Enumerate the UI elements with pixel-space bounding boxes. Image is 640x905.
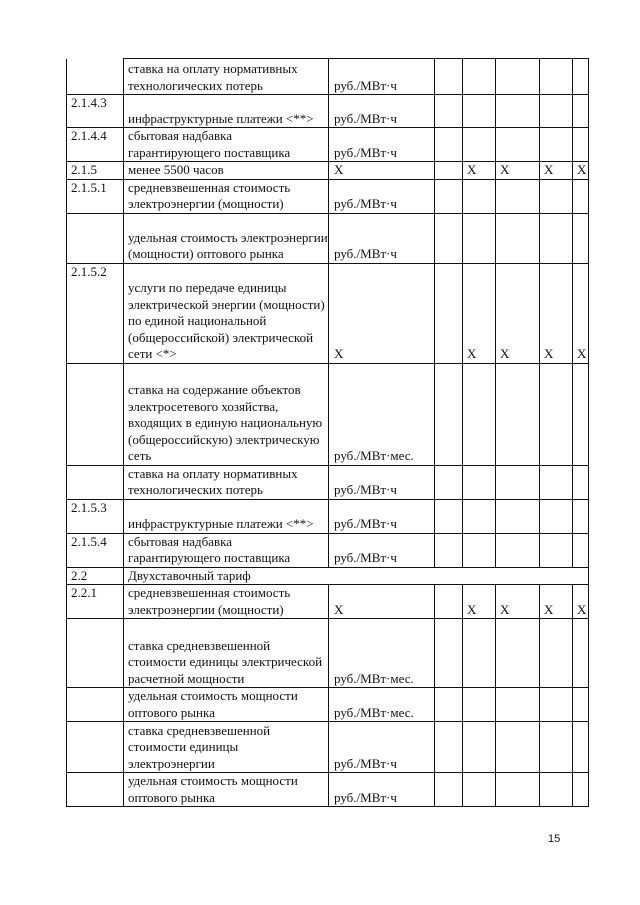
row-name: ставка средневзвешенной стоимости единицы электрической расчетной мощности: [124, 619, 329, 688]
row-unit: Х: [329, 263, 435, 363]
row-number: [67, 363, 124, 465]
row-mark-cell: [435, 179, 463, 213]
row-number: [67, 465, 124, 499]
row-mark-cell: [573, 688, 589, 722]
row-mark-cell: [496, 499, 540, 533]
row-number: [67, 213, 124, 263]
table-row: [67, 162, 589, 180]
row-mark-cell: [496, 95, 540, 128]
row-mark-cell: [463, 179, 496, 213]
row-name: сбытовая надбавка гарантирующего поставщика: [124, 533, 329, 567]
row-mark-cell: [540, 179, 573, 213]
row-mark-cell: [496, 533, 540, 567]
row-name: ставка на содержание объектов электросетевого хозяйства, входящих в единую национальную (общероссийскую) электрическую сеть: [124, 363, 329, 465]
row-name: ставка средневзвешенной стоимости единицы электроэнергии: [124, 722, 329, 773]
table-row: [67, 688, 589, 722]
row-unit: руб./МВт·ч: [329, 465, 435, 499]
row-mark-cell: [463, 722, 496, 773]
row-unit: руб./МВт·ч: [329, 179, 435, 213]
row-mark-cell: [463, 363, 496, 465]
table-row: [67, 585, 589, 619]
row-mark-cell: [463, 533, 496, 567]
row-unit: руб./МВт·мес.: [329, 688, 435, 722]
row-mark-cell: [435, 59, 463, 95]
row-number: 2.1.5.2: [67, 263, 124, 363]
row-unit: Х: [329, 585, 435, 619]
row-number: 2.1.5.4: [67, 533, 124, 567]
table-row: [67, 465, 589, 499]
row-mark-cell: Х: [496, 162, 540, 180]
row-mark-cell: [540, 533, 573, 567]
row-name: удельная стоимость электроэнергии (мощности) оптового рынка: [124, 213, 329, 263]
row-number: 2.1.4.4: [67, 128, 124, 162]
row-mark-cell: [435, 363, 463, 465]
row-mark-cell: [463, 619, 496, 688]
table-row: [67, 363, 589, 465]
page-number: 15: [548, 833, 561, 845]
row-number: [67, 688, 124, 722]
row-number: 2.1.4.3: [67, 95, 124, 128]
row-mark-cell: [496, 465, 540, 499]
row-mark-cell: [540, 499, 573, 533]
row-mark-cell: [435, 585, 463, 619]
row-mark-cell: [496, 363, 540, 465]
row-mark-cell: [463, 465, 496, 499]
row-mark-cell: [463, 499, 496, 533]
row-mark-cell: Х: [540, 162, 573, 180]
row-mark-cell: [540, 722, 573, 773]
table-row: [67, 179, 589, 213]
row-number: 2.2: [67, 567, 124, 585]
row-mark-cell: [496, 179, 540, 213]
table-row: [67, 722, 589, 773]
row-mark-cell: [435, 773, 463, 807]
row-mark-cell: [573, 499, 589, 533]
row-mark-cell: [573, 773, 589, 807]
row-mark-cell: [573, 363, 589, 465]
row-unit: Х: [329, 162, 435, 180]
row-name: удельная стоимость мощности оптового рынка: [124, 688, 329, 722]
row-unit: руб./МВт·ч: [329, 533, 435, 567]
row-mark-cell: [435, 688, 463, 722]
row-mark-cell: Х: [463, 263, 496, 363]
row-mark-cell: [540, 59, 573, 95]
row-mark-cell: [573, 95, 589, 128]
row-mark-cell: [435, 499, 463, 533]
row-mark-cell: [573, 722, 589, 773]
row-name: ставка на оплату нормативных технологических потерь: [124, 59, 329, 95]
row-mark-cell: [496, 773, 540, 807]
table-row: [67, 59, 589, 95]
row-mark-cell: Х: [540, 263, 573, 363]
row-mark-cell: [435, 213, 463, 263]
row-mark-cell: [435, 162, 463, 180]
row-mark-cell: [573, 533, 589, 567]
row-mark-cell: [496, 688, 540, 722]
row-name: удельная стоимость мощности оптового рынка: [124, 773, 329, 807]
row-mark-cell: Х: [573, 162, 589, 180]
row-mark-cell: [573, 179, 589, 213]
row-name: средневзвешенная стоимость электроэнергии (мощности): [124, 585, 329, 619]
table-row: [67, 263, 589, 363]
row-unit: руб./МВт·ч: [329, 773, 435, 807]
row-number: [67, 773, 124, 807]
row-name: инфраструктурные платежи <**>: [124, 499, 329, 533]
row-mark-cell: [540, 363, 573, 465]
table-row: [67, 499, 589, 533]
row-mark-cell: Х: [496, 263, 540, 363]
row-number: 2.1.5.3: [67, 499, 124, 533]
row-number: [67, 59, 124, 95]
row-mark-cell: [496, 213, 540, 263]
table-row: [67, 567, 589, 585]
row-mark-cell: Х: [540, 585, 573, 619]
row-mark-cell: [496, 128, 540, 162]
row-mark-cell: [573, 213, 589, 263]
row-mark-cell: [435, 722, 463, 773]
table-row: [67, 619, 589, 688]
row-mark-cell: [435, 263, 463, 363]
row-mark-cell: [540, 213, 573, 263]
row-mark-cell: [540, 95, 573, 128]
row-mark-cell: Х: [463, 585, 496, 619]
row-mark-cell: [496, 59, 540, 95]
row-mark-cell: [540, 128, 573, 162]
row-unit: руб./МВт·ч: [329, 59, 435, 95]
row-number: 2.2.1: [67, 585, 124, 619]
row-mark-cell: [463, 95, 496, 128]
row-name: инфраструктурные платежи <**>: [124, 95, 329, 128]
row-mark-cell: [573, 59, 589, 95]
row-mark-cell: [435, 619, 463, 688]
row-name: услуги по передаче единицы электрической энергии (мощности) по единой национальной (общероссийской) электрической сети <*>: [124, 263, 329, 363]
row-name: ставка на оплату нормативных технологических потерь: [124, 465, 329, 499]
row-unit: руб./МВт·ч: [329, 722, 435, 773]
row-mark-cell: [540, 619, 573, 688]
row-mark-cell: [540, 465, 573, 499]
table-row: [67, 95, 589, 128]
row-mark-cell: [496, 619, 540, 688]
row-mark-cell: [573, 619, 589, 688]
row-mark-cell: [463, 59, 496, 95]
row-number: [67, 619, 124, 688]
row-name: менее 5500 часов: [124, 162, 329, 180]
row-mark-cell: [435, 128, 463, 162]
row-number: 2.1.5: [67, 162, 124, 180]
row-mark-cell: [463, 773, 496, 807]
row-mark-cell: [435, 95, 463, 128]
table-row: [67, 213, 589, 263]
row-unit: руб./МВт·мес.: [329, 363, 435, 465]
row-mark-cell: [540, 688, 573, 722]
row-unit: руб./МВт·мес.: [329, 619, 435, 688]
table-row: [67, 773, 589, 807]
row-unit: руб./МВт·ч: [329, 128, 435, 162]
row-mark-cell: [463, 688, 496, 722]
row-mark-cell: [463, 128, 496, 162]
row-mark-cell: Х: [573, 585, 589, 619]
row-mark-cell: [496, 722, 540, 773]
tariff-table: [66, 58, 589, 807]
row-mark-cell: Х: [463, 162, 496, 180]
row-mark-cell: [463, 213, 496, 263]
row-mark-cell: [573, 128, 589, 162]
row-name: Двухставочный тариф: [124, 567, 589, 585]
row-unit: руб./МВт·ч: [329, 499, 435, 533]
row-mark-cell: [573, 465, 589, 499]
row-name: средневзвешенная стоимость электроэнергии (мощности): [124, 179, 329, 213]
table-row: [67, 533, 589, 567]
row-mark-cell: [435, 533, 463, 567]
row-mark-cell: [540, 773, 573, 807]
row-number: 2.1.5.1: [67, 179, 124, 213]
row-name: сбытовая надбавка гарантирующего поставщика: [124, 128, 329, 162]
row-unit: руб./МВт·ч: [329, 95, 435, 128]
row-unit: руб./МВт·ч: [329, 213, 435, 263]
row-number: [67, 722, 124, 773]
row-mark-cell: [435, 465, 463, 499]
row-mark-cell: Х: [496, 585, 540, 619]
row-mark-cell: Х: [573, 263, 589, 363]
table-row: [67, 128, 589, 162]
